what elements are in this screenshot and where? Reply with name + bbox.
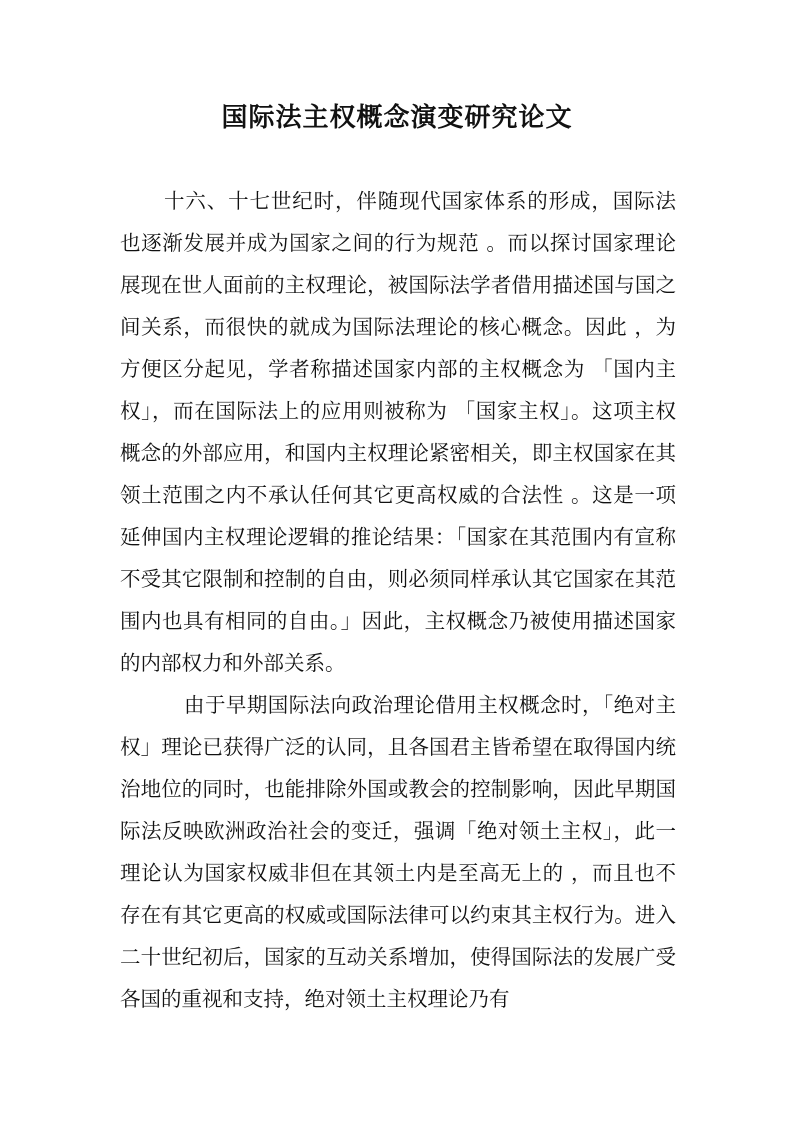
document-body	[120, 180, 676, 1020]
document-title: 国际法主权概念演变研究论文	[221, 103, 573, 133]
paragraph-2: 由于早期国际法向政治理论借用主权概念时，「绝对主权」理论已获得广泛的认同，且各国君主皆希望在取得国内统治地位的同时，也能排除外国或教会的控制影响，因此早期国际法反映欧洲政治社会的变迁，强调「绝对领土主权」，此一理论认为国家权威非但在其领土内是至高无上的 ，而且也不存在有其它更高的权威或国际法律可以约束其主权行为。进入二十世纪初后，国家的互动关系增加，使得国际法的发展广受各国的重视和支持，绝对领土主权理论乃有	[120, 693, 676, 1011]
paragraph-1: 十六、十七世纪时，伴随现代国家体系的形成，国际法也逐渐发展并成为国家之间的行为规范 。而以探讨国家理论展现在世人面前的主权理论，被国际法学者借用描述国与国之间关系，而很快的就成为国际法理论的核心概念。因此 ，为方便区分起见，学者称描述国家内部的主权概念为 「国内主权」，而在国际法上的应用则被称为 「国家主权」。这项主权概念的外部应用，和国内主权理论紧密相关，即主权国家在其领土范围之内不承认任何其它更高权威的合法性 。这是一项延伸国内主权理论逻辑的推论结果：「国家在其范围内有宣称不受其它限制和控制的自由，则必须同样承认其它国家在其范围内也具有相同的自由。」因此，主权概念乃被使用描述国家的内部权力和外部关系。	[120, 189, 676, 675]
